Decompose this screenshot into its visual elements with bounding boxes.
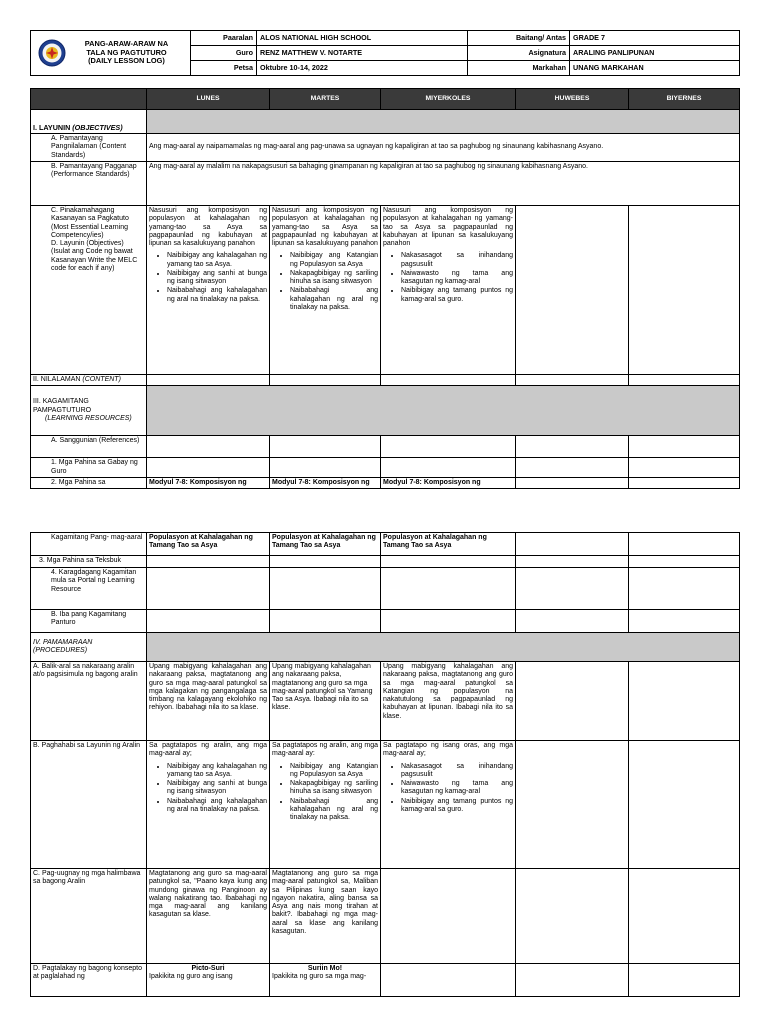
- balik-aral-huwebes: [516, 662, 629, 741]
- modyul-cont-martes: Populasyon at Kahalagahan ng Tamang Tao sa Asya: [270, 533, 381, 556]
- pamamaraan-shade: [147, 633, 740, 662]
- sanggunian-martes: [270, 436, 381, 458]
- kagamitan-heading: III. KAGAMITANG PAMPAGTUTURO (LEARNING RESOURCES): [31, 386, 147, 436]
- petsa-value: Oktubre 10-14, 2022: [257, 61, 468, 76]
- sanggunian-biyernes: [629, 436, 740, 458]
- objective-item: • Nakapagbibigay ng sariling hinuha sa isang sitwasyon: [290, 270, 378, 287]
- performance-standards-label: B. Pamantayang Pagganap (Performance Standards): [31, 162, 147, 206]
- melc-martes: Nasusuri ang komposisyon ng populasyon at kahalagahan ng yamang-tao sa Asya sa pagpapaunlad ng kabuhayan at lipunan sa kasalukuyang panahon • Naibibigay ang Katangian ng Populasyon sa Asya • Nakapagbibigay ng sariling hinuha sa isang sitwasyon • Naibabahagi ang kahalagahan ng aral ng tinalakay na paksa.: [270, 206, 381, 375]
- objective-item: • Naiwawasto ng tama ang kasagutan ng kamag-aral: [401, 270, 513, 287]
- paghahabi-lunes: Sa pagtatapos ng aralin, ang mga mag-aaral ay; • Naibibigay ang kahalagahan ng yamang tao sa Asya. • Naibibigay ang sanhi at bunga ng isang sitwasyon • Naibabahagi ang kahalagahan ng aral na tinalakay na paksa.: [147, 741, 270, 869]
- balik-aral-miyerkoles: Upang mabigyang kahalagahan ang nakaraang paksa, magtatanong ang guro sa mga mag-aaral patungkol sa Katangian ng populasyon na nakatutulong sa pagpapaunlad ng kabuhayan at lipunan. Ibabagi nila ito sa klase.: [381, 662, 516, 741]
- activity-title: Suriin Mo!: [307, 965, 343, 972]
- pag-uugnay-huwebes: [516, 869, 629, 964]
- iba-pang-huwebes: [516, 610, 629, 633]
- pag-uugnay-miyerkoles: [381, 869, 516, 964]
- day-header-row: [31, 89, 740, 110]
- pagtalakay-biyernes: [629, 964, 740, 997]
- objective-item: • Naibibigay ang tamang puntos ng kamag-aral sa guro.: [401, 798, 513, 815]
- melc-objectives-label: C. Pinakamahagang Kasanayan sa Pagkatuto (Most Essential Learning Competency/ies) D. Layunin (Objectives) (Isulat ang Code ng bawat Kasanayan Write the MELC code for each if any): [31, 206, 147, 375]
- markahan-label: Markahan: [468, 61, 570, 76]
- objective-item: • Naibabahagi ang kahalagahan ng aral ng tinalakay na paksa.: [290, 798, 378, 823]
- iba-pang-martes: [270, 610, 381, 633]
- asignatura-label: Asignatura: [468, 46, 570, 61]
- melc-miyerkoles: Nasusuri ang komposisyon ng populasyon at kahalagahan ng yamang-tao sa Asya sa pagpapaunlad ng kabuhayan at lipunan sa kasalukuyang panahon • Nakasasagot sa inihandang pagsusulit • Naiwawasto ng tama ang kasagutan ng kamag-aral • Naibibigay ang tamang puntos ng kamag-aral sa guro.: [381, 206, 516, 375]
- melc-lunes: Nasusuri ang komposisyon ng populasyon at kahalagahan ng yamang-tao sa Asya sa pagpapaunlad ng kabuhayan at lipunan sa kasalukuyang panahon • Naibibigay ang kahalagahan ng yamang tao sa Asya. • Naibibigay ang sanhi at bunga ng isang sitwasyon • Naibabahagi ang kahalagahan ng aral na tinalakay na paksa.: [147, 206, 270, 375]
- paghahabi-huwebes: [516, 741, 629, 869]
- sanggunian-label: A. Sanggunian (References): [31, 436, 147, 458]
- iba-pang-biyernes: [629, 610, 740, 633]
- activity-title: Picto-Suri: [191, 965, 225, 972]
- nilalaman-biyernes: [629, 375, 740, 386]
- day-miyerkoles: MIYERKOLES: [381, 89, 516, 110]
- objective-item: • Naibibigay ang sanhi at bunga ng isang sitwasyon: [167, 270, 267, 287]
- lesson-log-table-page2: [30, 532, 740, 997]
- guro-label: Guro: [191, 46, 257, 61]
- iba-pang-miyerkoles: [381, 610, 516, 633]
- gabay-martes: [270, 458, 381, 478]
- asignatura-value: ARALING PANLIPUNAN: [570, 46, 740, 61]
- gabay-biyernes: [629, 458, 740, 478]
- nilalaman-huwebes: [516, 375, 629, 386]
- objective-item: • Naibibigay ang kahalagahan ng yamang tao sa Asya.: [167, 252, 267, 269]
- layunin-heading: I. LAYUNIN (OBJECTIVES): [31, 110, 147, 134]
- day-martes: MARTES: [270, 89, 381, 110]
- objective-item: • Naiwawasto ng tama ang kasagutan ng kamag-aral: [401, 780, 513, 797]
- paghahabi-list-lunes: [149, 763, 267, 815]
- deped-seal-icon: [38, 39, 66, 67]
- header-table: [30, 30, 740, 76]
- karagdagang-biyernes: [629, 568, 740, 610]
- karagdagang-huwebes: [516, 568, 629, 610]
- iba-pang-lunes: [147, 610, 270, 633]
- pamamaraan-heading: IV. PAMAMARAAN (PROCEDURES): [31, 633, 147, 662]
- teksbuk-label: 3. Mga Pahina sa Teksbuk: [31, 556, 147, 568]
- modyul-huwebes: [516, 477, 629, 488]
- paaralan-value: ALOS NATIONAL HIGH SCHOOL: [257, 31, 468, 46]
- objective-item: • Nakapagbibigay ng sariling hinuha sa isang sitwasyon: [290, 780, 378, 797]
- objective-item: • Naibabahagi ang kahalagahan ng aral ng tinalakay na paksa.: [290, 287, 378, 312]
- objective-item: • Naibibigay ang tamang puntos ng kamag-aral sa guro.: [401, 287, 513, 304]
- header-title-cell: [31, 31, 191, 76]
- teksbuk-biyernes: [629, 556, 740, 568]
- nilalaman-lunes: [147, 375, 270, 386]
- paghahabi-list-martes: [272, 763, 378, 823]
- objectives-list-martes: [272, 252, 378, 312]
- pagtalakay-label: D. Pagtalakay ng bagong konsepto at paglalahad ng: [31, 964, 147, 997]
- objectives-list-lunes: [149, 252, 267, 304]
- day-huwebes: HUWEBES: [516, 89, 629, 110]
- balik-aral-biyernes: [629, 662, 740, 741]
- nilalaman-miyerkoles: [381, 375, 516, 386]
- pagtalakay-martes: Suriin Mo! Ipakikita ng guro sa mga mag-: [270, 964, 381, 997]
- pahina-mag-label: 2. Mga Pahina sa: [31, 477, 147, 488]
- teksbuk-martes: [270, 556, 381, 568]
- sanggunian-huwebes: [516, 436, 629, 458]
- pag-uugnay-label: C. Pag-uugnay ng mga halimbawa sa bagong Aralin: [31, 869, 147, 964]
- objective-item: • Naibibigay ang kahalagahan ng yamang tao sa Asya.: [167, 763, 267, 780]
- gabay-miyerkoles: [381, 458, 516, 478]
- modyul-cont-biyernes: [629, 533, 740, 556]
- sanggunian-lunes: [147, 436, 270, 458]
- paghahabi-biyernes: [629, 741, 740, 869]
- content-standards-text: Ang mag-aaral ay naipamamalas ng mag-aaral ang pag-unawa sa ugnayan ng kapaligiran at tao sa paghubog ng sinaunang kabihasnang Asyano.: [147, 134, 740, 162]
- objective-item: • Naibabahagi ang kahalagahan ng aral na tinalakay na paksa.: [167, 798, 267, 815]
- pagtalakay-miyerkoles: [381, 964, 516, 997]
- pag-uugnay-lunes: Magtatanong ang guro sa mag-aaral patungkol sa, "Paano kaya kung ang mundong ginawa ng Panginoon ay walang nakatirang tao. Ibabahagi ng mga mag-aaral ang kanilang kasagutan sa klase.: [147, 869, 270, 964]
- pagtalakay-lunes: Picto-Suri Ipakikita ng guro ang isang: [147, 964, 270, 997]
- paghahabi-label: B. Paghahabi sa Layunin ng Aralin: [31, 741, 147, 869]
- pag-uugnay-biyernes: [629, 869, 740, 964]
- objective-item: • Naibibigay ang Katangian ng Populasyon sa Asya: [290, 763, 378, 780]
- objective-item: • Naibibigay ang sanhi at bunga ng isang sitwasyon: [167, 780, 267, 797]
- day-lunes: LUNES: [147, 89, 270, 110]
- baitang-value: GRADE 7: [570, 31, 740, 46]
- nilalaman-martes: [270, 375, 381, 386]
- paghahabi-martes: Sa pagtatapos ng aralin, ang mga mag-aaral ay: • Naibibigay ang Katangian ng Populasyon sa Asya • Nakapagbibigay ng sariling hinuha sa isang sitwasyon • Naibabahagi ang kahalagahan ng aral ng tinalakay na paksa.: [270, 741, 381, 869]
- kagamitang-mag-label: Kagamitang Pang- mag-aaral: [31, 533, 147, 556]
- modyul-martes: Modyul 7-8: Komposisyon ng: [270, 477, 381, 488]
- modyul-lunes: Modyul 7-8: Komposisyon ng: [147, 477, 270, 488]
- balik-aral-lunes: Upang mabigyang kahalagahan ang nakaraang paksa, magtatanong ang guro sa mga mag-aaral patungkol sa mga kalagakan ng pangangalaga sa timbang na kalagayang ekolohiko ng rehiyon. Ibabahagi nila ito sa klase.: [147, 662, 270, 741]
- iba-pang-label: B. Iba pang Kagamitang Panturo: [31, 610, 147, 633]
- modyul-cont-lunes: Populasyon at Kahalagahan ng Tamang Tao sa Asya: [147, 533, 270, 556]
- karagdagang-martes: [270, 568, 381, 610]
- markahan-value: UNANG MARKAHAN: [570, 61, 740, 76]
- pag-uugnay-martes: Magtatanong ang guro sa mga mag-aaral patungkol sa, Maliban sa Pilipinas kung saan kayo ngayon nakatira, aling bansa sa Asya ang nais mong tirahan at bakit?. Ibabahagi ng mga mag-aaral sa klase ang kanilang kasagutan.: [270, 869, 381, 964]
- lesson-log-table-page1: [30, 88, 740, 489]
- modyul-cont-huwebes: [516, 533, 629, 556]
- day-header-blank: [31, 89, 147, 110]
- pagtalakay-huwebes: [516, 964, 629, 997]
- modyul-cont-miyerkoles: Populasyon at Kahalagahan ng Tamang Tao sa Asya: [381, 533, 516, 556]
- gabay-huwebes: [516, 458, 629, 478]
- lesson-log-title: PANG-ARAW-ARAW NA TALA NG PAGTUTURO (DAILY LESSON LOG): [84, 38, 169, 66]
- melc-huwebes: [516, 206, 629, 375]
- paghahabi-list-miyerkoles: [383, 763, 513, 815]
- performance-standards-text: Ang mag-aaral ay malalim na nakapagsusuri sa bahaging ginampanan ng kapaligiran at tao sa paghubog ng sinaunang kabihasnang Asyano.: [147, 162, 740, 206]
- gabay-lunes: [147, 458, 270, 478]
- guro-value: RENZ MATTHEW V. NOTARTE: [257, 46, 468, 61]
- petsa-label: Petsa: [191, 61, 257, 76]
- paaralan-label: Paaralan: [191, 31, 257, 46]
- layunin-shade: [147, 110, 740, 134]
- paghahabi-miyerkoles: Sa pagtatapo ng isang oras, ang mga mag-aaral ay; • Nakasasagot sa inihandang pagsusulit • Naiwawasto ng tama ang kasagutan ng kamag-aral • Naibibigay ang tamang puntos ng kamag-aral sa guro.: [381, 741, 516, 869]
- content-standards-label: A. Pamantayang Pangnilalaman (Content Standards): [31, 134, 147, 162]
- gabay-label: 1. Mga Pahina sa Gabay ng Guro: [31, 458, 147, 478]
- objective-item: • Naibibigay ang Katangian ng Populasyon sa Asya: [290, 252, 378, 269]
- karagdagang-lunes: [147, 568, 270, 610]
- karagdagang-label: 4. Karagdagang Kagamitan mula sa Portal ng Learning Resource: [31, 568, 147, 610]
- modyul-biyernes: [629, 477, 740, 488]
- objective-item: • Nakasasagot sa inihandang pagsusulit: [401, 763, 513, 780]
- karagdagang-miyerkoles: [381, 568, 516, 610]
- nilalaman-heading: II. NILALAMAN (CONTENT): [31, 375, 147, 386]
- teksbuk-lunes: [147, 556, 270, 568]
- day-biyernes: BIYERNES: [629, 89, 740, 110]
- baitang-label: Baitang/ Antas: [468, 31, 570, 46]
- objective-item: • Naibabahagi ang kahalagahan ng aral na tinalakay na paksa.: [167, 287, 267, 304]
- balik-aral-martes: Upang mabigyang kahalagahan ang nakaraang paksa, magtatanong ang guro sa mga mag-aaral patungkol sa Yamang Tao sa Asya. Ibabagi nila ito sa klase.: [270, 662, 381, 741]
- objective-item: • Nakasasagot sa inihandang pagsusulit: [401, 252, 513, 269]
- sanggunian-miyerkoles: [381, 436, 516, 458]
- teksbuk-huwebes: [516, 556, 629, 568]
- kagamitan-shade: [147, 386, 740, 436]
- objectives-list-miyerkoles: [383, 252, 513, 304]
- teksbuk-miyerkoles: [381, 556, 516, 568]
- balik-aral-label: A. Balik-aral sa nakaraang aralin at/o pagsisimula ng bagong aralin: [31, 662, 147, 741]
- melc-biyernes: [629, 206, 740, 375]
- modyul-miyerkoles: Modyul 7-8: Komposisyon ng: [381, 477, 516, 488]
